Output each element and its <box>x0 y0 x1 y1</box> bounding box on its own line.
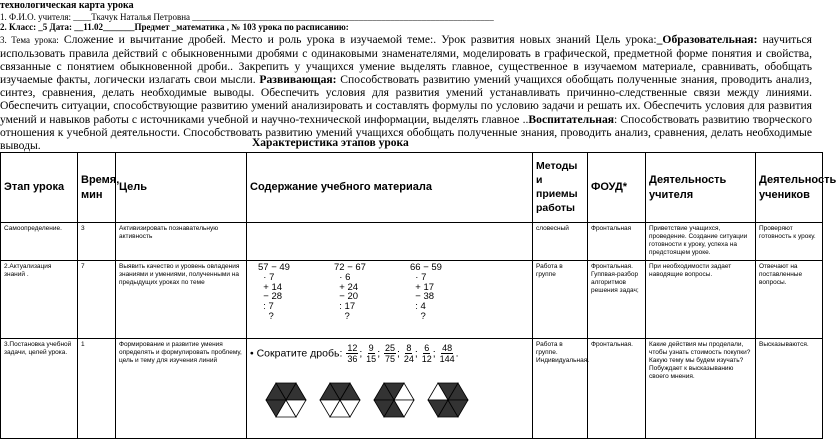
numerator: 8 <box>406 343 412 353</box>
chain-step: : 7 <box>258 301 274 313</box>
header-methods: Методы и приемы работы <box>533 153 588 223</box>
denominator: 12 <box>421 354 432 364</box>
denominator: 24 <box>403 354 414 364</box>
cell-time: 7 <box>78 261 116 339</box>
chain-step: · 6 <box>334 271 351 283</box>
numerator: 9 <box>368 343 374 353</box>
numerator: 12 <box>347 343 358 353</box>
cell-goal: Выявить качество и уровень овладения знаниями и умениями, полученными на предыдущих уроках по теме <box>116 261 247 339</box>
cell-stage: 2.Актуализация знаний . <box>1 261 78 339</box>
cell-time: 3 <box>78 223 116 261</box>
hexagon-picture-4 <box>428 383 468 417</box>
cell-students: Высказываются. <box>756 339 823 439</box>
fraction <box>366 343 376 364</box>
chain-step: 72 − 67 <box>334 262 366 273</box>
chain-step: · 7 <box>410 271 427 283</box>
lesson-goals-paragraph <box>0 33 812 152</box>
header-time: Время, мин <box>78 153 116 223</box>
cell-goal: Активизировать познавательную активность <box>116 223 247 261</box>
chain-step: + 17 <box>410 281 435 293</box>
teacher-line: 1. Ф.И.О. учителя: ____Ткачук Наталья Петровна ___________________________________________________________________ <box>0 12 494 22</box>
reduce-label: Сократите дробь: <box>256 347 343 360</box>
cell-foud: Фронтальная. <box>588 339 646 439</box>
cell-stage: Самоопределение. <box>1 223 78 261</box>
dev-goal-label: Развивающая: <box>259 73 337 87</box>
dev-goal-text: Способствовать развитию умений учащихся обобщать полученные знания, проводить анализ, синтез, сравнения, делать необходимые выводы. Обеспечить условия для развития умений устанавливать причинно-следственные связи между линиями. Обеспечить ситуации, способствующие развитию умений анализировать и составлять формулы по условию задачи и решать их. Обеспечить условия для развития умений и навыков работы с источниками учебной и научно-технической информации, выделять главное .. <box>0 73 812 126</box>
chain-step: − 20 <box>334 291 359 303</box>
chain-step: + 24 <box>334 281 359 293</box>
hexagon-fraction-pictures <box>262 379 472 421</box>
fraction <box>384 343 396 364</box>
header-stage: Этап урока <box>1 153 78 223</box>
header-teacher: Деятельность учителя <box>646 153 756 223</box>
topic-text: Сложение и вычитание дробей. Место и роль урока в изучаемой теме:. Урок развития новых знаний Цель урока: <box>58 33 657 46</box>
cell-time: 1 <box>78 339 116 439</box>
chain-step: + 14 <box>258 281 283 293</box>
chain-step: : 17 <box>334 301 356 313</box>
section-title: Характеристика этапов урока <box>252 137 409 149</box>
numerator: 48 <box>442 343 453 353</box>
chain-step: 57 − 49 <box>258 262 290 273</box>
cell-methods: Работа в группе. Индивидуальная. <box>533 339 588 439</box>
cell-teacher: Приветствие учащихся, проведение. Создание ситуации готовности к уроку, успеха на предстоящем уроке. <box>646 223 756 261</box>
reduce-fractions-line: • Сократите дробь: $\frac{12}{36}$ ; $\frac{9}{15}$ ; $\frac{25}{75}$ ; $\frac{8}{24}$ ; $\frac{6}{12}$ ; $\frac{48}{144}$ . <box>250 343 459 364</box>
chain-step: : 4 <box>410 301 426 313</box>
class-line: 2. Класс: _5 Дата: __11.02_______Предмет _математика , № 103 урока по расписанию: <box>0 22 349 32</box>
topic-label: 3. Тема урока: <box>0 35 59 45</box>
doc-title: технологическая карта урока <box>0 0 134 11</box>
vos-goal-label: Воспитательная <box>528 112 615 126</box>
cell-goal: Формирование и развитие умения определять и формулировать проблему, цель и тему для изучения линий <box>116 339 247 439</box>
denominator: 144 <box>439 354 455 364</box>
numerator: 25 <box>385 343 396 353</box>
table-row <box>1 339 823 439</box>
chain-column-1 <box>258 263 290 322</box>
bullet-glyph: • <box>250 347 257 360</box>
chain-step: − 38 <box>410 291 435 303</box>
vos-goal-text: : Способствовать развитию творческого отношения к учебной деятельности. Способствовать развитию умений учащихся обобщать полученные знания, проводить анализ, сравнения, делать необходимые выводы. <box>0 112 812 152</box>
chain-step: ? <box>410 310 426 322</box>
table-header-row <box>1 153 823 223</box>
hexagon-picture-2 <box>320 383 360 417</box>
denominator: 75 <box>385 354 396 364</box>
cell-methods: Работа в группе <box>533 261 588 339</box>
cell-students: Отвечают на поставленные вопросы. <box>756 261 823 339</box>
fraction <box>404 343 414 364</box>
table-row <box>1 261 823 339</box>
edu-goal-text: научиться использовать правила действий с обыкновенными дробями с одинаковыми знаменателями, моделировать в графической, предметной форме понятия и свойства, связанные с понятием обыкновенной дроби.. Закрепить у учащихся умение выделять главное, существенное в изучаемом материале, сравнивать, обобщать изучаемые факты, логически излагать свои мысли. <box>0 33 813 87</box>
cell-methods: словесный <box>533 223 588 261</box>
cell-teacher: Какие действия мы проделали, чтобы узнать стоимость покупки? Какую тему мы будем изучать? Побуждает к высказыванию своего мнения. <box>646 339 756 439</box>
chain-step: 66 − 59 <box>410 262 442 273</box>
reduce-exercise <box>250 341 529 413</box>
denominator: 36 <box>347 354 358 364</box>
chain-column-3 <box>410 263 442 322</box>
header-foud: ФОУД* <box>588 153 646 223</box>
chain-step: ? <box>334 310 350 322</box>
lesson-stages-table <box>0 152 836 439</box>
header-students: Деятельность учеников <box>756 153 823 223</box>
denominator: 15 <box>366 354 377 364</box>
hexagon-picture-1 <box>266 383 306 417</box>
chain-step: ? <box>258 310 274 322</box>
cell-stage: 3.Постановка учебной задачи, целей урока. <box>1 339 78 439</box>
fraction <box>422 343 432 364</box>
cell-content <box>247 223 533 261</box>
chain-exercises <box>250 263 529 335</box>
header-content: Содержание учебного материала <box>247 153 533 223</box>
edu-goal-label: _Образовательная: <box>656 33 758 46</box>
table-row <box>1 223 823 261</box>
cell-foud: Фронтальная <box>588 223 646 261</box>
chain-step: · 7 <box>258 271 275 283</box>
cell-content <box>247 339 533 439</box>
fraction <box>440 343 455 364</box>
cell-teacher: При необходимости задает наводящие вопросы. <box>646 261 756 339</box>
header-goal: Цель <box>116 153 247 223</box>
fraction <box>346 343 358 364</box>
chain-column-2 <box>334 263 366 322</box>
chain-step: − 28 <box>258 291 283 303</box>
cell-foud: Фронтальная. Гуппвая-разбор алгоритмов решения задач; <box>588 261 646 339</box>
cell-students: Проверяют готовность к уроку. <box>756 223 823 261</box>
cell-content <box>247 261 533 339</box>
hexagon-picture-3 <box>374 383 414 417</box>
numerator: 6 <box>424 343 430 353</box>
